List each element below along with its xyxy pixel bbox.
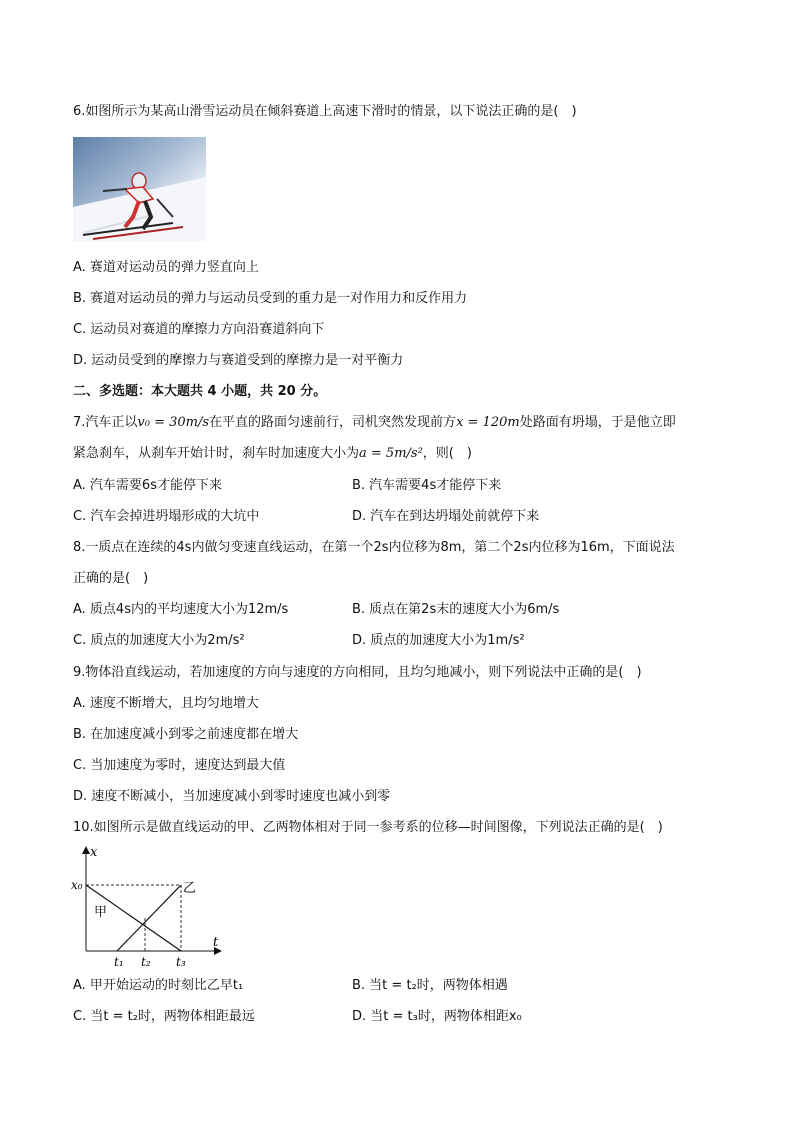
q7-x: x = 120m <box>456 415 520 430</box>
x-axis-label: t <box>213 935 219 950</box>
q8-option-d: D. 质点的加速度大小为1m/s² <box>352 633 525 648</box>
q7-option-d: D. 汽车在到达坍塌处前就停下来 <box>352 509 540 524</box>
t-tick-3: t₃ <box>176 955 186 969</box>
q6-option-c: C. 运动员对赛道的摩擦力方向沿赛道斜向下 <box>73 322 325 337</box>
q6-option-b: B. 赛道对运动员的弹力与运动员受到的重力是一对作用力和反作用力 <box>73 291 468 306</box>
q8-option-a: A. 质点4s内的平均速度大小为12m/s <box>73 602 289 617</box>
line-yi <box>117 885 181 951</box>
q9-option-d: D. 速度不断减小，当加速度减小到零时速度也减小到零 <box>73 789 391 804</box>
q6-stem: 6.如图所示为某高山滑雪运动员在倾斜赛道上高速下滑时的情景，以下说法正确的是( ) <box>73 104 577 119</box>
q7-text-1: 7.汽车正以 <box>73 415 138 430</box>
skier-photo-icon <box>73 137 206 241</box>
q6-option-d: D. 运动员受到的摩擦力与赛道受到的摩擦力是一对平衡力 <box>73 353 404 368</box>
q7-a: a = 5m/s² <box>359 446 423 461</box>
q8-stem-line1: 8.一质点在连续的4s内做匀变速直线运动，在第一个2s内位移为8m，第二个2s内位移为16m，下面说法 <box>73 540 675 555</box>
q10-option-c: C. 当t = t₂时，两物体相距最远 <box>73 1009 255 1024</box>
line-yi-label: 乙 <box>183 881 197 896</box>
q7-stem-line1 <box>73 414 676 432</box>
q7-stem-line2 <box>73 445 472 463</box>
t-tick-1: t₁ <box>114 955 124 969</box>
q7-text-3: 处路面有坍塌，于是他立即 <box>519 415 676 430</box>
q7-option-b: B. 汽车需要4s才能停下来 <box>352 478 502 493</box>
q8-option-c: C. 质点的加速度大小为2m/s² <box>73 633 245 648</box>
line-jia-label: 甲 <box>94 905 108 920</box>
q10-option-d: D. 当t = t₃时，两物体相距x₀ <box>352 1009 522 1024</box>
q9-stem: 9.物体沿直线运动，若加速度的方向与速度的方向相同，且均匀地减小，则下列说法中正确的是( ) <box>73 665 642 680</box>
q10-option-a: A. 甲开始运动的时刻比乙早t₁ <box>73 978 244 993</box>
q8-option-b: B. 质点在第2s末的速度大小为6m/s <box>352 602 560 617</box>
q6-option-a: A. 赛道对运动员的弹力竖直向上 <box>73 260 259 275</box>
xt-graph <box>66 842 226 972</box>
q8-stem-line2: 正确的是( ) <box>73 571 149 586</box>
q7-option-a: A. 汽车需要6s才能停下来 <box>73 478 222 493</box>
t-tick-2: t₂ <box>141 955 151 969</box>
q9-option-a: A. 速度不断增大，且均匀地增大 <box>73 696 259 711</box>
q10-stem: 10.如图所示是做直线运动的甲、乙两物体相对于同一参考系的位移—时间图像，下列说法正确的是( ) <box>73 820 663 835</box>
section-heading-multi-choice: 二、多选题：本大题共 4 小题，共 20 分。 <box>73 384 327 399</box>
q7-text-4: 紧急刹车，从刹车开始计时，刹车时加速度大小为 <box>73 446 360 461</box>
q9-option-c: C. 当加速度为零时，速度达到最大值 <box>73 758 286 773</box>
q7-text-2: 在平直的路面匀速前行，司机突然发现前方 <box>209 415 457 430</box>
y-axis-label: x <box>90 845 98 860</box>
q10-option-b: B. 当t = t₂时，两物体相遇 <box>352 978 508 993</box>
q7-option-c: C. 汽车会掉进坍塌形成的大坑中 <box>73 509 260 524</box>
q7-text-5: ，则( ) <box>422 446 472 461</box>
y-tick-x0: x₀ <box>71 878 83 892</box>
q9-option-b: B. 在加速度减小到零之前速度都在增大 <box>73 727 299 742</box>
q7-v0: v₀ = 30m/s <box>137 415 210 430</box>
y-axis-arrow <box>82 846 90 854</box>
